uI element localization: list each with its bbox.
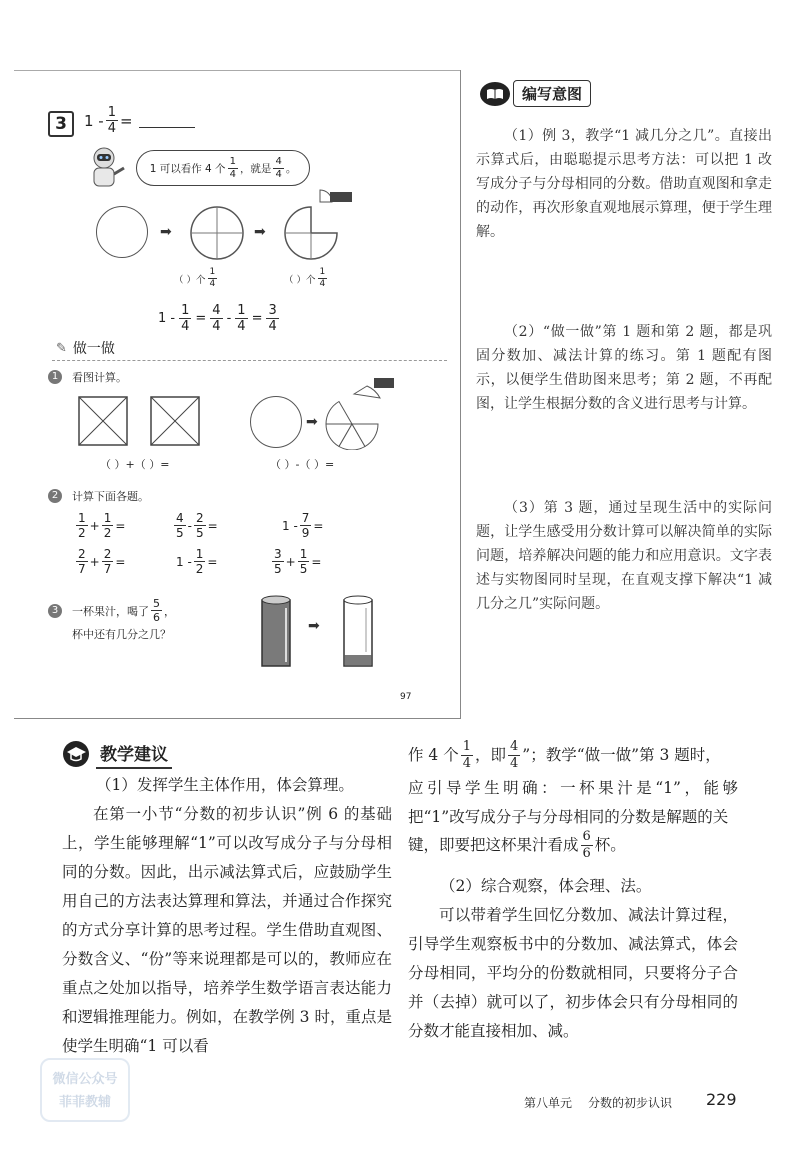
suggest-heading-1: （1）发挥学生主体作用，体会算理。 bbox=[96, 776, 354, 794]
example-number-box bbox=[48, 111, 74, 137]
whole-circle bbox=[96, 206, 148, 258]
frac-d: 4 bbox=[268, 319, 277, 334]
frac-2 bbox=[508, 740, 520, 772]
textbook-page-number: 97 bbox=[400, 692, 412, 702]
equals-sign: = bbox=[207, 518, 218, 533]
frac-n: 3 bbox=[274, 547, 282, 561]
remaining-juice-glass bbox=[338, 592, 378, 670]
result-frac-1 bbox=[179, 304, 191, 333]
sixths-circle bbox=[322, 376, 396, 450]
exercise-2-title bbox=[48, 488, 149, 504]
watermark-box bbox=[40, 1058, 130, 1122]
exercise-number: 2 bbox=[48, 489, 62, 503]
frac-d: 2 bbox=[78, 526, 86, 540]
ex2-problem-1 bbox=[74, 512, 125, 539]
three-quarters-circle bbox=[282, 188, 356, 262]
intent-paragraph-3: （3）第 3 题，通过呈现生活中的实际问题，让学生感受用分数计算可以解决简单的实际问题，培养解决问题的能力和应用意识。文字表述与实物图同时呈现，在直观支撑下解决“1 减几分之几”实际问题。 bbox=[476, 500, 772, 612]
frac-n: 7 bbox=[301, 511, 310, 525]
suggest-right-line-1 bbox=[408, 740, 738, 772]
example-number: 3 bbox=[55, 114, 67, 134]
frac-d: 4 bbox=[107, 121, 117, 136]
frac-b bbox=[194, 512, 206, 539]
frac-d: 4 bbox=[209, 279, 216, 289]
square-crossed-1 bbox=[78, 396, 128, 446]
text: 键，即要把这杯果汁看成 bbox=[408, 836, 579, 855]
textbook-page-top-rule bbox=[14, 70, 460, 71]
ex2-problem-5 bbox=[176, 548, 217, 575]
suggest-right-para: 应引导学生明确：一杯果汁是“1”，能够把“1”改写成分子与分母相同的分数是解题的关 bbox=[408, 779, 738, 826]
equals-sign: = bbox=[195, 311, 207, 326]
frac-n: 5 bbox=[153, 597, 160, 610]
result-equation: 1 - $\frac{1}{4}$ = $\frac{4}{4}$ - $\frac{1}{4}$ = $\frac{3}{4}$ bbox=[158, 303, 277, 334]
page-footer bbox=[524, 1094, 672, 1111]
arrow-right-icon: ➡ bbox=[308, 618, 320, 634]
robot-icon bbox=[84, 146, 128, 192]
frac-n: 4 bbox=[176, 511, 184, 525]
count-text: （ ）个 bbox=[174, 274, 206, 286]
frac-b bbox=[102, 548, 114, 575]
zuoyizuo-label: 做一做 bbox=[72, 341, 115, 357]
exercise-frac bbox=[151, 598, 162, 623]
suggest-paragraph-1: 在第一小节“分数的初步认识”例 6 的基础上，学生能够理解“1”可以改写成分子与分母相同的分数。因此，出示减法算式后，应鼓励学生用自己的方法表达算理和算法，并通过合作探究的方式分享计算的思考过程。学生借助直观图、分数含义、“份”等来说理都是可以的，教师应在重点之处加以指导，培养学生数学语言表达能力和逻辑推理能力。例如，在教学例 3 时，重点是使学生明确“1 可以看 bbox=[62, 805, 392, 1055]
bubble-text-2: ，就是 bbox=[239, 162, 272, 175]
frac-n: 2 bbox=[103, 547, 112, 561]
frac-a bbox=[76, 512, 88, 539]
frac-d: 6 bbox=[582, 846, 591, 862]
equation-equals: = bbox=[120, 111, 133, 130]
count-frac bbox=[318, 268, 328, 289]
graduation-cap-icon bbox=[62, 740, 92, 768]
lead: 1 - bbox=[282, 518, 298, 533]
text: ”；教学“做一做”第 3 题时， bbox=[522, 746, 721, 765]
frac-n: 3 bbox=[268, 303, 277, 318]
count-frac bbox=[208, 268, 218, 289]
frac-n: 4 bbox=[275, 155, 282, 167]
frac-d: 4 bbox=[275, 168, 282, 180]
operator: + bbox=[285, 554, 296, 569]
frac-b bbox=[102, 512, 114, 539]
arrow-right-icon: ➡ bbox=[160, 224, 172, 240]
frac-a bbox=[76, 548, 88, 575]
frac-n: 1 bbox=[209, 267, 216, 277]
result-frac-4 bbox=[266, 304, 278, 333]
result-frac-2 bbox=[210, 304, 222, 333]
square-crossed-2 bbox=[150, 396, 200, 446]
count-label-1 bbox=[174, 268, 219, 289]
frac-n: 4 bbox=[212, 303, 221, 318]
frac-n: 2 bbox=[78, 547, 86, 561]
intent-title: 编写意图 bbox=[513, 80, 591, 107]
equals-sign: = bbox=[313, 518, 324, 533]
footer-page-number: 229 bbox=[706, 1090, 737, 1109]
watermark-line-1: 微信公众号 bbox=[52, 1072, 118, 1087]
frac-d: 7 bbox=[78, 562, 86, 576]
frac-d: 4 bbox=[181, 319, 190, 334]
frac-d: 4 bbox=[212, 319, 221, 334]
frac-a bbox=[174, 512, 186, 539]
quartered-circle bbox=[189, 205, 245, 261]
frac-n: 2 bbox=[195, 511, 204, 525]
footer-chapter: 分数的初步认识 bbox=[588, 1096, 673, 1110]
equals-sign: = bbox=[207, 554, 218, 569]
exercise-title: 看图计算。 bbox=[72, 371, 127, 384]
answer-blank bbox=[139, 113, 195, 128]
zuoyizuo-heading bbox=[56, 338, 115, 358]
pencil-icon: ✎ bbox=[56, 340, 67, 356]
frac-d: 4 bbox=[462, 756, 471, 772]
whole-circle-2 bbox=[250, 396, 302, 448]
equals-sign: = bbox=[311, 554, 322, 569]
ex2-problem-6 bbox=[270, 548, 321, 575]
suggest-heading bbox=[62, 738, 172, 769]
operator: + bbox=[89, 554, 100, 569]
exercise-3-line-1 bbox=[48, 598, 175, 623]
bubble-text-3: 。 bbox=[285, 162, 297, 175]
frac-n: 1 bbox=[181, 303, 190, 318]
suggest-title: 教学建议 bbox=[96, 738, 172, 769]
exercise-text-end: ， bbox=[164, 604, 175, 618]
frac-d: 5 bbox=[274, 562, 282, 576]
frac-b bbox=[194, 548, 206, 575]
frac-d: 2 bbox=[195, 562, 204, 576]
frac-n: 1 bbox=[195, 547, 204, 561]
frac-n: 1 bbox=[78, 511, 86, 525]
suggest-right-line-3 bbox=[408, 830, 738, 862]
arrow-right-icon: ➡ bbox=[254, 224, 266, 240]
text: ，即 bbox=[475, 746, 507, 765]
frac-n: 1 bbox=[299, 547, 308, 561]
frac-d: 5 bbox=[176, 526, 184, 540]
ex2-problem-2 bbox=[172, 512, 218, 539]
exercise-title: 计算下面各题。 bbox=[72, 490, 149, 503]
frac-d: 2 bbox=[103, 526, 112, 540]
intent-paragraph-1: （1）例 3，教学“1 减几分之几”。直接出示算式后，由聪聪提示思考方法：可以把 1 改写成分子与分母相同的分数。借助直观图和拿走的动作，再次形象直观地展示算理，便于学生理解。 bbox=[476, 128, 772, 240]
suggest-paragraph-2: 可以带着学生回忆分数加、减法计算过程，引导学生观察板书中的分数加、减法算式，体会分母相同，平均分的份数就相同，只要将分子合并（去掉）就可以了，初步体会只有分母相同的分数才能直接相加、减。 bbox=[408, 906, 738, 1040]
frac-d: 4 bbox=[510, 756, 519, 772]
result-frac-3 bbox=[235, 304, 247, 333]
frac-b bbox=[300, 512, 312, 539]
exercise-text: 一杯果汁，喝了 bbox=[72, 604, 149, 618]
open-book-icon bbox=[479, 81, 511, 107]
exercise-number: 3 bbox=[48, 604, 62, 618]
frac-a bbox=[272, 548, 284, 575]
result-lead: 1 - bbox=[158, 311, 176, 326]
frac-n: 1 bbox=[319, 267, 326, 277]
frac-b bbox=[298, 548, 310, 575]
intent-paragraph-2: （2）“做一做”第 1 题和第 2 题，都是巩固分数加、减法计算的练习。第 1 题配有图示，以便学生借助图来思考；第 2 题，不再配图，让学生根据分数的含义进行思考与计算。 bbox=[476, 324, 772, 412]
frac-n: 1 bbox=[237, 303, 246, 318]
frac-n: 1 bbox=[103, 511, 112, 525]
ex1-answer-sub: （ ）-（ ）= bbox=[270, 458, 335, 471]
bubble-frac-2 bbox=[273, 157, 283, 180]
section-divider bbox=[52, 360, 447, 361]
footer-unit: 第八单元 bbox=[524, 1096, 573, 1110]
frac-d: 6 bbox=[153, 611, 160, 624]
example-equation bbox=[84, 106, 195, 135]
ex1-answer-add: （ ）+（ ）= bbox=[100, 458, 170, 471]
frac-n: 1 bbox=[461, 740, 473, 756]
arrow-right-icon: ➡ bbox=[306, 414, 318, 430]
frac-d: 9 bbox=[301, 526, 310, 540]
frac-d: 5 bbox=[195, 526, 204, 540]
exercise-1-title bbox=[48, 369, 127, 385]
frac-1 bbox=[461, 740, 473, 772]
operator: - bbox=[187, 518, 192, 533]
frac-d: 4 bbox=[319, 279, 326, 289]
frac-n: 1 bbox=[229, 155, 236, 167]
text: 作 4 个 bbox=[408, 746, 459, 765]
exercise-3-line-2: 杯中还有几分之几？ bbox=[72, 628, 171, 641]
bubble-frac-1 bbox=[228, 157, 238, 180]
count-text: （ ）个 bbox=[284, 274, 316, 286]
intent-heading bbox=[479, 80, 591, 107]
bubble-text-1: 1 可以看作 4 个 bbox=[149, 162, 226, 175]
operator: + bbox=[89, 518, 100, 533]
equals-sign: = bbox=[251, 311, 263, 326]
frac-d: 4 bbox=[237, 319, 246, 334]
count-label-2 bbox=[284, 268, 329, 289]
ex2-problem-3 bbox=[282, 512, 323, 539]
equals-sign: = bbox=[115, 554, 126, 569]
frac-d: 7 bbox=[103, 562, 112, 576]
full-juice-glass bbox=[256, 592, 296, 670]
frac-n: 1 bbox=[107, 105, 117, 120]
equation-lead: 1 - bbox=[84, 111, 104, 130]
frac-d: 4 bbox=[229, 168, 236, 180]
equals-sign: = bbox=[115, 518, 126, 533]
frac-n: 6 bbox=[581, 830, 593, 846]
watermark-line-2: 菲菲教辅 bbox=[58, 1095, 111, 1110]
text: 杯。 bbox=[594, 836, 626, 855]
frac-3 bbox=[581, 830, 593, 862]
suggest-heading-2: （2）综合观察，体会理、法。 bbox=[440, 877, 652, 895]
equation-fraction bbox=[106, 106, 118, 135]
frac-n: 4 bbox=[508, 740, 520, 756]
hint-bubble bbox=[136, 150, 310, 186]
exercise-number: 1 bbox=[48, 370, 62, 384]
lead: 1 - bbox=[176, 554, 192, 569]
ex2-problem-4 bbox=[74, 548, 125, 575]
frac-d: 5 bbox=[299, 562, 308, 576]
